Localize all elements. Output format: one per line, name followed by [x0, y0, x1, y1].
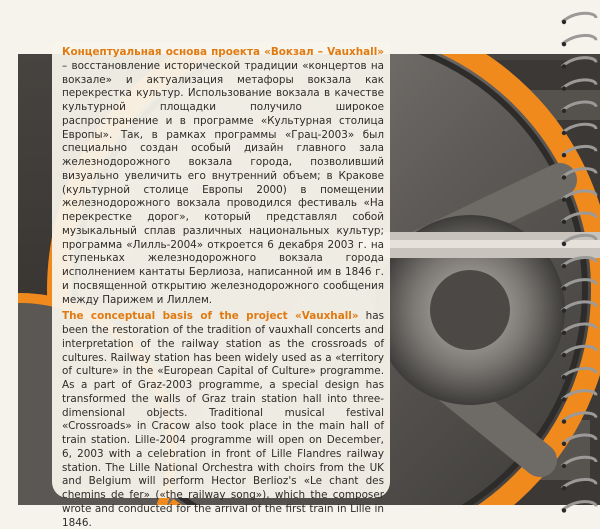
binding-hole [562, 486, 566, 490]
binding-hole [562, 308, 566, 312]
binding-ring [562, 80, 596, 89]
binding-ring [562, 435, 596, 444]
binding-hole [562, 42, 566, 46]
binding-ring [562, 324, 596, 333]
binding-hole [562, 331, 566, 335]
binding-ring [562, 35, 596, 44]
spiral-binding [556, 0, 600, 529]
binding-ring [562, 368, 596, 377]
english-paragraph [62, 310, 384, 529]
binding-ring [562, 302, 596, 311]
binding-hole [562, 153, 566, 157]
binding-ring [562, 457, 596, 466]
binding-ring [562, 58, 596, 67]
binding-hole [562, 86, 566, 90]
binding-ring [562, 235, 596, 244]
russian-heading: Концептуальная основа проекта «Вокзал – Vauxhall» [62, 46, 384, 58]
binding-hole [562, 464, 566, 468]
binding-hole [562, 353, 566, 357]
binding-hole [562, 375, 566, 379]
left-margin [0, 0, 18, 529]
english-heading: The conceptual basis of the project «Vauxhall» [62, 310, 359, 323]
binding-hole [562, 197, 566, 201]
text-panel [52, 42, 390, 529]
english-body: has been the restoration of the tradition of vauxhall concerts and interpretation of the railway station as the crossroads of cultures. Railway station has been widely used as a «territory of culture» in the «European Capital of Culture» programme. As a part of Graz-2003 programme, a special design has transformed the walls of Graz train station hall into three-dimensional objects. Traditional musical festival «Crossroads» in Cracow also took place in the main hall of train station. Lille-2004 programme will open on December, 6, 2003 with a celebration in front of Lille Flandres railway station. The Lille National Orchestra with choirs from the UK and Belgium will perform Hector Berlioz's «Le chant des chemins de fer» («the railway song»), which the composer wrote and conducted for the arrival of the first train in Lille in 1846. [62, 310, 384, 529]
binding-ring [562, 191, 596, 200]
binding-ring [562, 124, 596, 133]
binding-ring [562, 102, 596, 111]
binding-hole [562, 286, 566, 290]
binding-hole [562, 419, 566, 423]
binding-hole [562, 242, 566, 246]
binding-ring [562, 257, 596, 266]
russian-paragraph [62, 46, 384, 307]
binding-hole [562, 109, 566, 113]
binding-hole [562, 508, 566, 512]
binding-ring [562, 479, 596, 488]
binding-hole [562, 131, 566, 135]
binding-hole [562, 397, 566, 401]
binding-ring [562, 502, 596, 511]
binding-ring [562, 280, 596, 289]
binding-hole [562, 64, 566, 68]
binding-ring [562, 169, 596, 178]
binding-ring [562, 391, 596, 400]
binding-hole [562, 20, 566, 24]
binding-hole [562, 220, 566, 224]
binding-ring [562, 346, 596, 355]
binding-ring [562, 213, 596, 222]
binding-hole [562, 264, 566, 268]
binding-hole [562, 175, 566, 179]
russian-body: – восстановление исторической традиции «концертов на вокзале» и актуализация метафоры вокзала как перекрестка культур. Использование вокзала в качестве культурной площадки получило широкое распространение и в программе «Культурная столица Европы». Так, в рамках программы «Грац-2003» был специально создан особый дизайн главного зала железнодорожного вокзала города, позволивший визуально увеличить его внутренний объем; в Кракове (культурной столице Европы 2000) в помещении железнодорожного вокзала проводился фестиваль «На перекрестке дорог», который представлял собой музыкальный сплав различных национальных культур; программа «Лилль-2004» откроется 6 декабря 2003 г. на ступеньках железнодорожного вокзала города исполнением кантаты Берлиоза, написанной им в 1846 г. и посвященной открытию железнодорожного сообщения между Парижем и Лиллем. [62, 59, 384, 306]
binding-ring [562, 13, 596, 22]
binding-ring [562, 146, 596, 155]
binding-ring [562, 413, 596, 422]
binding-hole [562, 442, 566, 446]
